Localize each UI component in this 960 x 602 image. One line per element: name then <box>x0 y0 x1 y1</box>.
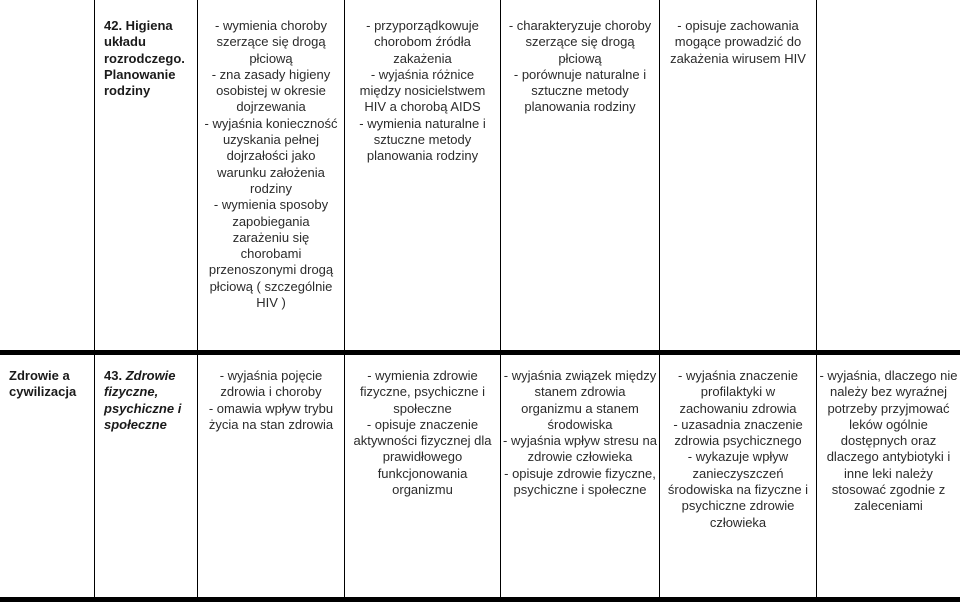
row1-requirements-bardzo-dobra: - opisuje zachowania mogące prowadzić do zakażenia wirusem HIV <box>670 18 806 66</box>
col-border-1 <box>94 0 95 602</box>
row2-requirements-bardzo-dobra: - wyjaśnia znaczenie profilaktyki w zachowaniu zdrowia - uzasadnia znaczenie zdrowia psychicznego - wykazuje wpływ zanieczyszczeń środowiska na fizyczne i psychiczne zdrowie człowieka <box>667 368 809 530</box>
row2-topic-number: 43. <box>104 368 123 383</box>
row1-requirements-dopuszczajaca: - wymienia choroby szerzące się drogą płciową - zna zasady higieny osobistej w okresie dojrzewania - wyjaśnia konieczność uzyskania pełnej dojrzałości jako warunku założenia rodziny - wymienia sposoby zapobiegania zarażeniu się chorobami przenoszonymi drogą płciową ( szczególnie HIV ) <box>204 18 338 311</box>
row1-requirements-dobra: - charakteryzuje choroby szerzące się drogą płciową - porównuje naturalne i sztuczne metody planowania rodziny <box>508 18 652 115</box>
row2-requirements-dopuszczajaca: - wyjaśnia pojęcie zdrowia i choroby - omawia wpływ trybu życia na stan zdrowia <box>208 368 334 432</box>
row1-requirements-dostateczna: - przyporządkowuje chorobom źródła zakażenia - wyjaśnia różnice między nosicielstwem HIV a chorobą AIDS - wymienia naturalne i sztuczne metody planowania rodziny <box>359 18 486 164</box>
row2-requirements-celujaca: - wyjaśnia, dlaczego nie należy bez wyraźnej potrzeby przyjmować leków ogólnie dostępnych oraz dlaczego antybiotyki i inne leki należy stosować zgodnie z zaleceniami <box>819 368 958 514</box>
row1-topic: 42. Higiena układu rozrodczego. Planowanie rodziny <box>104 18 185 99</box>
row2-topic <box>104 368 196 433</box>
row2-section: Zdrowie a cywilizacja <box>9 368 77 400</box>
row2-requirements-dostateczna: - wymienia zdrowie fizyczne, psychiczne i społeczne - opisuje znaczenie aktywności fizycznej dla prawidłowego funkcjonowania organizmu <box>353 368 492 498</box>
row2-requirements-dobra: - wyjaśnia związek między stanem zdrowia organizmu a stanem środowiska - wyjaśnia wpływ stresu na zdrowie człowieka - opisuje zdrowie fizyczne, psychiczne i społeczne <box>503 368 657 498</box>
row2-topic-text: Zdrowie fizyczne, psychiczne i społeczne <box>104 368 182 432</box>
